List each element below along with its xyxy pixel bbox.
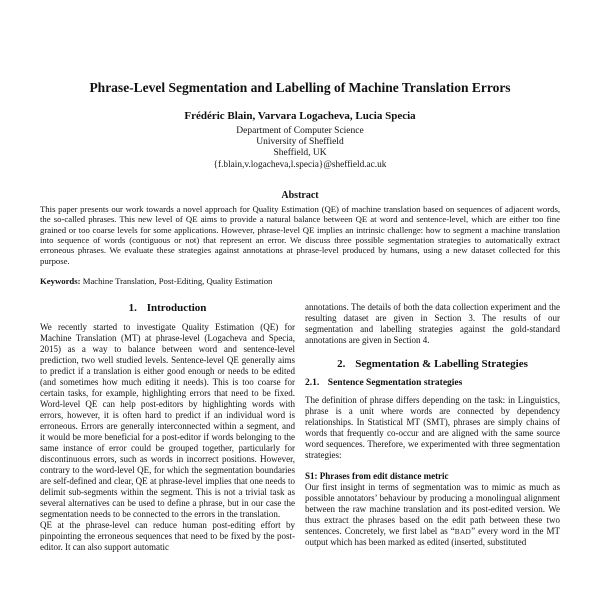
left-column bbox=[40, 302, 295, 600]
section-1-heading bbox=[40, 302, 295, 315]
abstract-text: This paper presents our work towards a novel approach for Quality Estimation (QE) of machine translation based on sequences of adjacent words, the so-called phrases. This new level of QE aims to provide a natural balance between QE at word and sentence-level, which are either too fine grained or too coarse levels for some applications. However, phrase-level QE implies an intrinsic challenge: how to segment a machine translation into sequence of words (contiguous or not) that represent an error. We discuss three possible segmentation strategies to automatically extract erroneous phrases. We evaluate these strategies against annotations at phrase-level produced by humans, using a new dataset collected for this purpose. bbox=[40, 203, 560, 266]
affiliation-line-city: Sheffield, UK bbox=[273, 148, 327, 159]
section-2-title: Segmentation & Labelling Strategies bbox=[355, 357, 528, 370]
section-2-heading bbox=[305, 358, 560, 371]
paper-authors: Frédéric Blain, Varvara Logacheva, Lucia Specia bbox=[184, 110, 416, 122]
section-2-1-number: 2.1. bbox=[305, 377, 320, 388]
s1-paragraph-text-post: ” every word in the MT output which has been marked as edited (inserted, substituted bbox=[305, 526, 560, 548]
keywords-line bbox=[40, 276, 560, 286]
abstract-section bbox=[40, 190, 560, 287]
section-2-1-heading bbox=[305, 378, 560, 390]
keywords-label: Keywords: bbox=[40, 276, 81, 287]
intro-paragraph-1: We recently started to investigate Quality Estimation (QE) for Machine Translation (MT) at phrase-level (Logacheva and Specia, 2015) as a way to balance between word and sentence-level prediction, two well studied levels. Sentence-level QE generally aims to predict if a translation is either good enough or needs to be edited (and sometimes how much editing it needs). This is too coarse for certain tasks, for example, highlighting errors that need to be fixed. Word-level QE can help post-editors by highlighting words with errors, however, it is often hard to predict if an individual word is erroneous. Errors are generally interconnected within a segment, and it would be more beneficial for a post-editor if words belonging to the same instance of error could be grouped together, particularly for discontinuous errors, such as words in incorrect positions. However, contrary to the word-level QE, for which the segmentation boundaries are self-defined and clear, QE at phrase-level implies that one needs to delimit sub-segments within the segment. This is not a trivial task as several alternatives can be used to define a phrase, but in our case the segmentation needs to be connected to the errors in the translation. bbox=[40, 321, 295, 519]
affiliation-line-university: University of Sheffield bbox=[256, 137, 344, 148]
segmentation-paragraph: The definition of phrase differs depending on the task: in Linguistics, phrase is a unit where words are connected by dependency relationships. In Statistical MT (SMT), phrases are simply chains of words that frequently co-occur and are aligned with the same source word sequences. Therefore, we experimented with three segmentation strategies: bbox=[305, 395, 560, 461]
section-1-title: Introduction bbox=[146, 301, 207, 314]
two-column-body bbox=[40, 302, 560, 600]
intro-paragraph-2: QE at the phrase-level can reduce human post-editing effort by pinpointing the erroneous sequences that need to be fixed by the post-editor. It can also support automatic bbox=[40, 519, 295, 552]
s1-strategy-heading: S1: Phrases from edit distance metric bbox=[305, 471, 449, 482]
keywords-text: Machine Translation, Post-Editing, Quality Estimation bbox=[80, 276, 273, 287]
affiliation-line-department: Department of Computer Science bbox=[236, 126, 364, 136]
s1-paragraph-text-pre: Our first insight in terms of segmentation was to mimic as much as possible annotators’ behaviour by producing a monolingual alignment between the raw machine translation and its post-edited version. We thus extract the phrases based on the edit path between these two sentences. Concretely, we first label as “ bbox=[305, 482, 560, 537]
right-column bbox=[305, 302, 560, 600]
author-emails: {f.blain,v.logacheva,l.specia}@sheffield.ac.uk bbox=[213, 159, 387, 170]
paper-header bbox=[40, 80, 560, 171]
abstract-heading: Abstract bbox=[281, 189, 319, 201]
section-2-number: 2. bbox=[337, 357, 346, 370]
bad-label-term: BAD bbox=[454, 527, 472, 537]
section-1-number: 1. bbox=[128, 301, 137, 314]
paper-title: Phrase-Level Segmentation and Labelling of Machine Translation Errors bbox=[89, 80, 511, 95]
section-2-1-title: Sentence Segmentation strategies bbox=[327, 377, 463, 388]
continuation-paragraph: annotations. The details of both the data collection experiment and the resulting dataset are given in Section 3. The results of our segmentation and labelling strategies against the gold-standard annotations are given in Section 4. bbox=[305, 301, 560, 345]
s1-strategy-paragraph bbox=[305, 482, 560, 548]
